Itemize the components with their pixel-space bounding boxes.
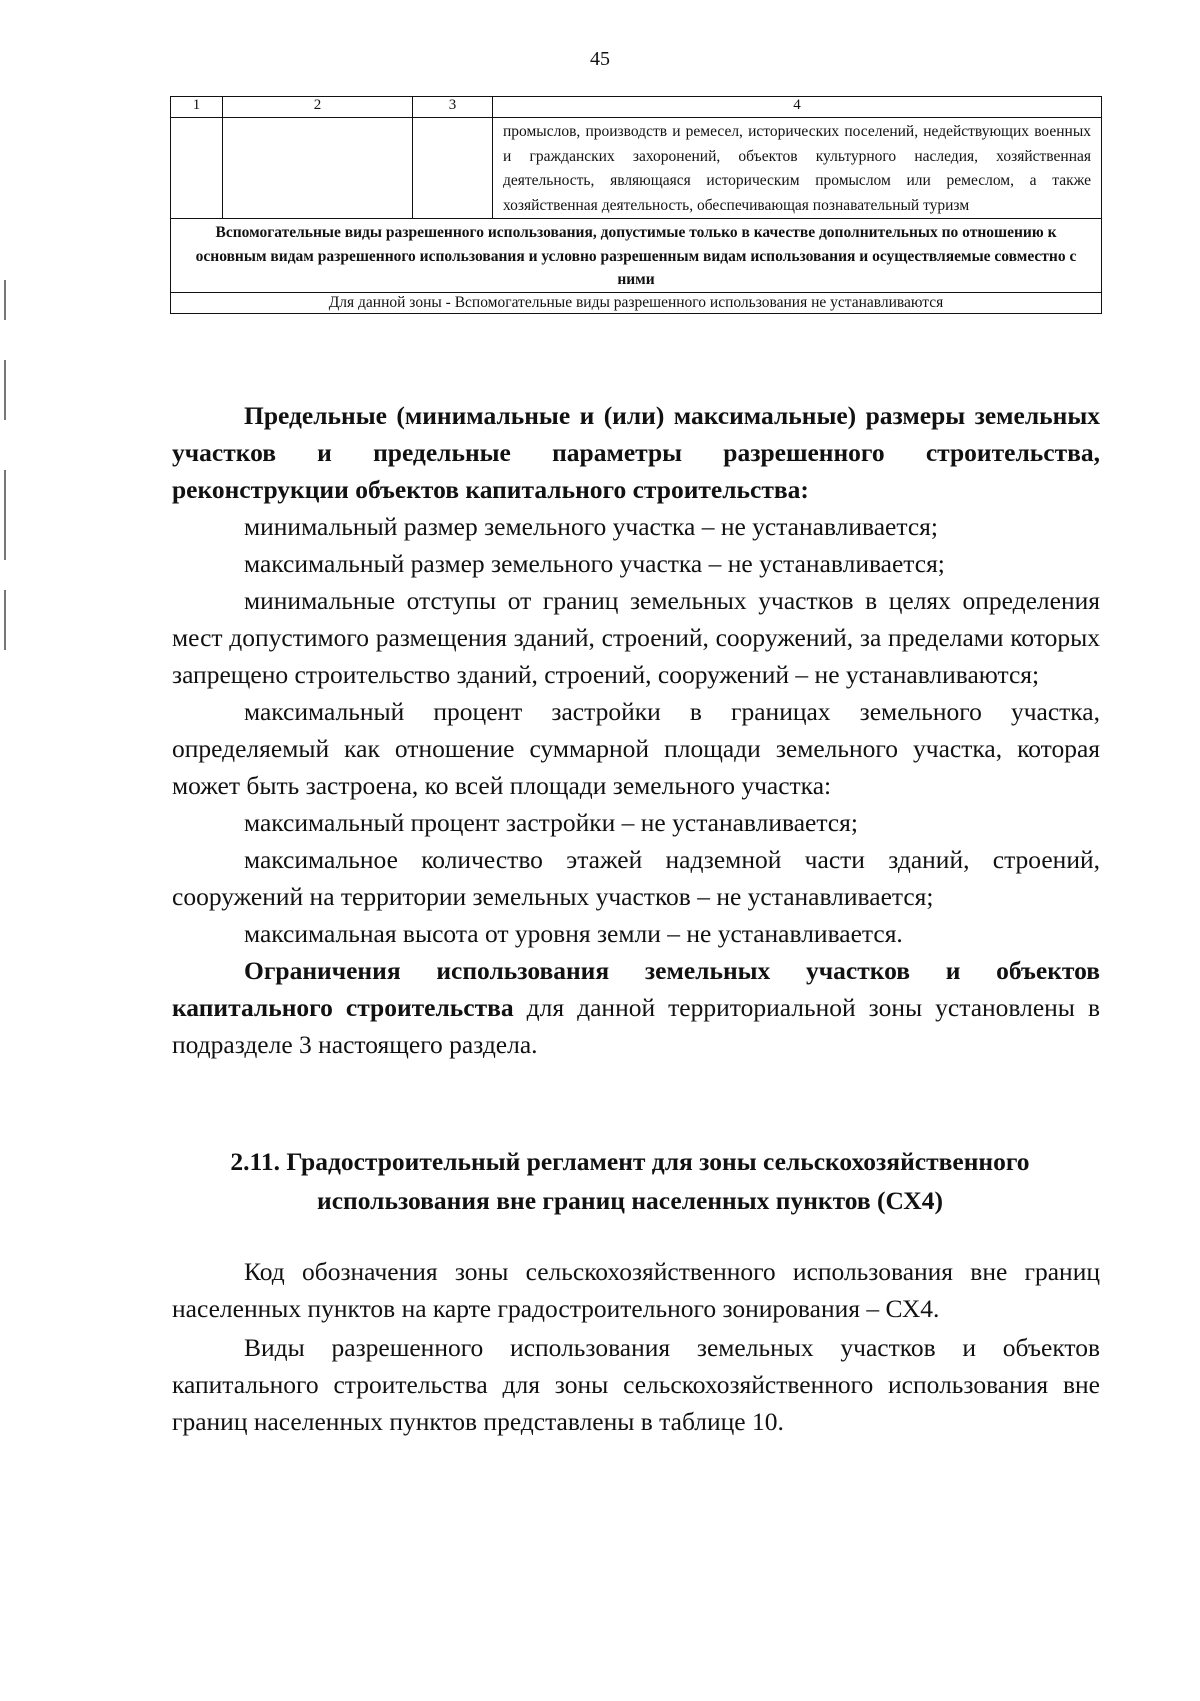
page-number: 45: [590, 48, 610, 70]
limit-item: максимальный размер земельного участка – не устанавливается;: [244, 549, 945, 578]
zoning-table: [170, 96, 1102, 314]
scan-edge-mark: [4, 590, 6, 650]
restrictions-rest: для данной территориальной зоны установлены в подразделе 3 настоящего раздела.: [172, 993, 1101, 1059]
auxiliary-uses-heading: Вспомогательные виды разрешенного использования, допустимые только в качестве дополнительных по отношению к основным видам разрешенного использования и условно разрешенным видам использования и осуществляемые совместно с ними: [171, 219, 1102, 293]
scan-edge-mark: [4, 470, 6, 560]
scan-edge-mark: [4, 360, 6, 420]
restrictions-paragraph: [172, 952, 1100, 1063]
column-header: 4: [493, 97, 1102, 118]
limit-item: максимальная высота от уровня земли – не устанавливается.: [244, 919, 903, 948]
table-cell-empty: [223, 118, 413, 219]
column-header: 1: [171, 97, 223, 118]
table-row: [171, 292, 1102, 313]
section-body: [172, 1253, 1100, 1440]
limit-item: максимальный процент застройки – не устанавливается;: [244, 808, 858, 837]
table-cell-description: промыслов, производств и ремесел, исторических поселений, недействующих военных и гражданских захоронений, объектов культурного наследия, хозяйственная деятельность, являющаяся историческим промыслом или ремеслом, а также хозяйственная деятельность, обеспечивающая познавательный туризм: [493, 118, 1102, 219]
section-title: [160, 1142, 1100, 1220]
section-title-line: использования вне границ населенных пунктов (СХ4): [317, 1186, 943, 1215]
limit-item: минимальные отступы от границ земельных участков в целях определения мест допустимого размещения зданий, строений, сооружений, за пределами которых запрещено строительство зданий, строений, сооружений – не устанавливаются;: [172, 586, 1100, 689]
table-cell-empty: [413, 118, 493, 219]
limits-heading: Предельные (минимальные и (или) максимальные) размеры земельных участков и предельные параметры разрешенного строительства, реконструкции объектов капитального строительства:: [172, 401, 1100, 504]
table-row: [171, 219, 1102, 293]
table-header-row: [171, 97, 1102, 118]
limit-item: максимальный процент застройки в границах земельного участка, определяемый как отношение суммарной площади земельного участка, которая может быть застроена, ко всей площади земельного участка:: [172, 697, 1100, 800]
column-header: 3: [413, 97, 493, 118]
table-cell-empty: [171, 118, 223, 219]
scan-edge-mark: [4, 280, 6, 320]
limits-block: [172, 397, 1100, 1063]
auxiliary-uses-note: Для данной зоны - Вспомогательные виды разрешенного использования не устанавливаются: [171, 292, 1102, 313]
limit-item: минимальный размер земельного участка – не устанавливается;: [244, 512, 938, 541]
column-header: 2: [223, 97, 413, 118]
limit-item: максимальное количество этажей надземной части зданий, строений, сооружений на территории земельных участков – не устанавливается;: [172, 845, 1100, 911]
section-paragraph: Код обозначения зоны сельскохозяйственного использования вне границ населенных пунктов на карте градостроительного зонирования – СХ4.: [172, 1257, 1100, 1323]
section-title-line: 2.11. Градостроительный регламент для зоны сельскохозяйственного: [230, 1147, 1030, 1176]
restrictions-bold: Ограничения использования земельных участков и объектов капитального строительства: [172, 956, 1100, 1022]
table-row: [171, 118, 1102, 219]
section-paragraph: Виды разрешенного использования земельных участков и объектов капитального строительства для зоны сельскохозяйственного использования вне границ населенных пунктов представлены в таблице 10.: [172, 1333, 1100, 1436]
